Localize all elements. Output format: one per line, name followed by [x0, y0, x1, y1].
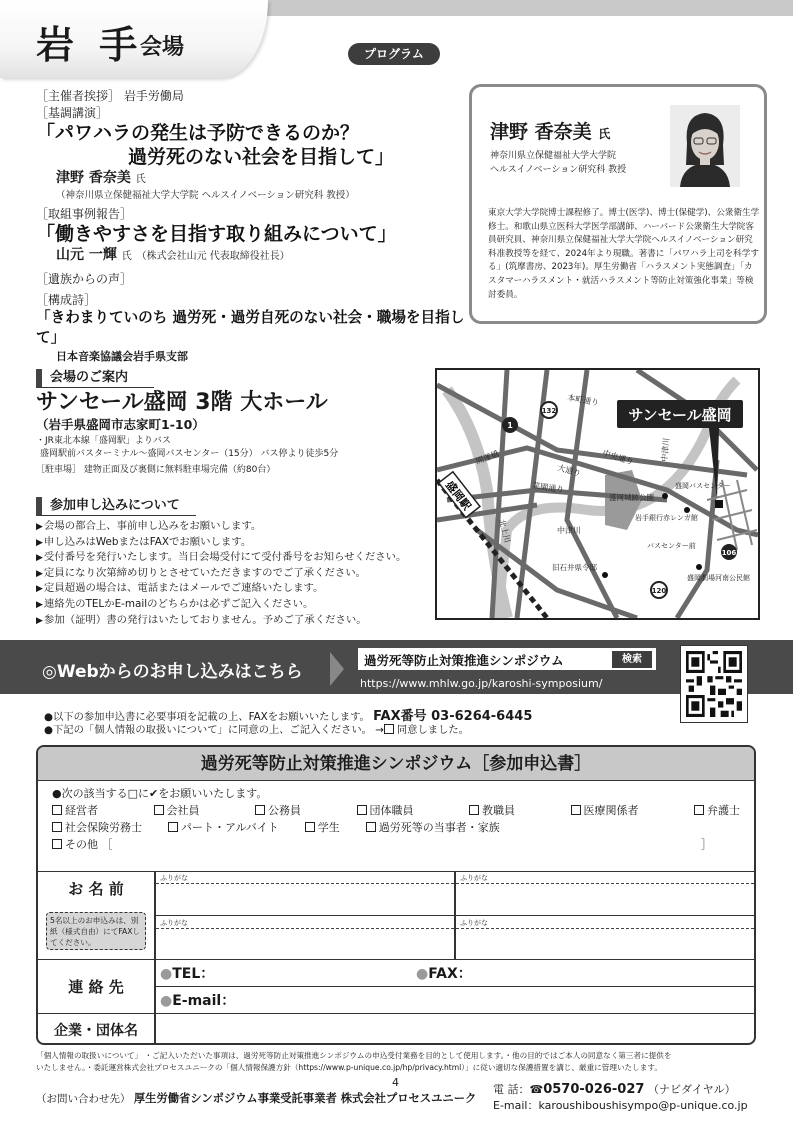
option-organization-staff[interactable] — [357, 802, 414, 819]
checkbox[interactable] — [305, 822, 315, 832]
consent-note — [44, 721, 469, 736]
email-field[interactable]: ●E-mail： — [160, 993, 236, 1009]
apply-item: ▶ 受付番号を発行いたします。当日会場受付にて受付番号をお知らせください。 — [36, 550, 436, 566]
map-drawing — [437, 370, 758, 618]
contact-label: 連 絡 先 — [68, 978, 124, 996]
label-kitakami-river: 北上川 — [497, 518, 512, 544]
privacy-line-2: いたしません。・委託運営株式会社プロセスユニークの「個人情報保護方針（https://www.p-unique.co.jp/hp/privacy.html）」に従い適切な保護措置を講じ、厳重に管理いたします。 — [36, 1063, 662, 1072]
keynote-title-line1: 「パワハラの発生は予防できるのか？ — [36, 122, 360, 144]
checkbox[interactable] — [469, 805, 479, 815]
program-badge: プログラム — [348, 43, 440, 65]
other-bracket-close: ］ — [701, 838, 712, 851]
label-castle-park: 盛岡城跡公園 — [609, 493, 654, 502]
svg-text:132: 132 — [541, 407, 557, 415]
program-section — [36, 89, 466, 366]
keynote-speaker — [56, 169, 466, 189]
label-bus-stop: バスセンター前 — [647, 542, 696, 550]
qr-code-icon — [686, 651, 742, 717]
label-kenreisho: 旧石井県令邸 — [552, 563, 597, 572]
apply-list — [36, 519, 436, 628]
profile-affiliation-2: ヘルスイノベーション研究科 教授 — [490, 165, 627, 175]
case-tag: ［取組事例報告］ — [36, 207, 133, 221]
label-honcho: 本町通り — [566, 393, 600, 408]
company-row — [38, 1013, 754, 1043]
checkbox[interactable] — [255, 805, 265, 815]
name-input-3[interactable] — [156, 929, 454, 959]
poem-tag: ［構成詩］ — [36, 293, 97, 307]
checkbox[interactable] — [52, 822, 62, 832]
apply-section — [36, 497, 436, 628]
company-label: 企業・団体名 — [54, 1023, 138, 1039]
option-employee[interactable] — [154, 802, 200, 819]
tel-field[interactable]: ●TEL： — [160, 966, 215, 982]
application-form — [36, 745, 756, 1045]
label-chuo: 中央通り — [601, 448, 635, 467]
poem-performer: 日本音楽協議会岩手県支部 — [56, 350, 188, 363]
venue-section-title: 会場のご案内 — [36, 369, 154, 388]
option-label: 弁護士 — [707, 804, 740, 817]
option-labor-consultant[interactable] — [52, 819, 142, 836]
case-speaker-name: 山元 一輝 — [56, 247, 117, 263]
options-row-2 — [52, 819, 740, 836]
fax-label: FAX： — [428, 966, 472, 982]
option-label: その他 ［ — [65, 838, 113, 851]
checkbox[interactable] — [52, 805, 62, 815]
form-instruction: ●次の該当する□に✔をお願いいたします。 — [52, 787, 268, 800]
svg-text:盛岡駅: 盛岡駅 — [442, 478, 474, 513]
family-tag: ［遺族からの声］ — [36, 272, 133, 286]
options-row-1 — [52, 802, 740, 819]
apply-item: ▶ 申し込みはWebまたはFAXでお願いします。 — [36, 535, 436, 551]
label-kaiun-bridge: 開運橋 — [474, 449, 501, 466]
checkbox[interactable] — [366, 822, 376, 832]
furigana-label: ふりがな — [160, 919, 188, 927]
privacy-notice — [36, 1050, 760, 1074]
search-button[interactable]: 検索 — [612, 651, 652, 668]
option-affected-party[interactable] — [366, 819, 500, 836]
name-label: お 名 前 — [68, 880, 124, 898]
company-input[interactable] — [156, 1014, 754, 1044]
inquiry-phone — [493, 1081, 736, 1097]
profile-suffix: 氏 — [598, 127, 611, 141]
tel-label: TEL： — [172, 966, 215, 982]
option-label: 医療関係者 — [583, 804, 639, 817]
checkbox[interactable] — [154, 805, 164, 815]
option-part-time[interactable] — [168, 819, 279, 836]
fax-number: FAX番号 03-6264-6445 — [373, 709, 533, 724]
profile-name — [490, 117, 610, 144]
label-bus-center: 盛岡バスセンター — [675, 482, 731, 490]
apply-item: ▶ 定員超過の場合は、電話またはメールでご連絡いたします。 — [36, 581, 436, 597]
venue-address: （岩手県盛岡市志家町1-10） — [36, 417, 205, 432]
consent-checkbox-label: 同意しました。 — [396, 724, 469, 736]
option-teacher[interactable] — [469, 802, 515, 819]
furigana-label: ふりがな — [460, 874, 488, 882]
case-speaker — [56, 246, 466, 266]
group-note: 5名以上のお申込みは、別紙（様式自由）にてFAXしてください。 — [46, 912, 146, 950]
web-application-label[interactable]: ◎Webからのお申し込みはこちら — [42, 662, 303, 682]
checkbox[interactable] — [168, 822, 178, 832]
option-label: パート・アルバイト — [181, 821, 279, 834]
speaker-portrait-photo — [670, 105, 740, 187]
navi-dial-icon: ☎ — [529, 1083, 544, 1096]
inquiry-email — [493, 1097, 748, 1113]
option-label: 教職員 — [482, 804, 515, 817]
option-label: 団体職員 — [369, 804, 414, 817]
qr-code[interactable] — [680, 645, 748, 723]
checkbox[interactable] — [357, 805, 367, 815]
option-other[interactable] — [52, 836, 113, 853]
page-subtitle: 会場 — [140, 35, 185, 60]
apply-item: ▶ 会場の都合上、事前申し込みをお願いします。 — [36, 519, 436, 535]
label-nakatsu-river: 中津川 — [557, 526, 581, 535]
option-label: 社会保険労務士 — [65, 821, 142, 834]
privacy-line-1: 「個人情報の取扱いについて」 ・ご記入いただいた事項は、過労死等防止対策推進シンポジウムの申込受付業務を目的として使用します。・他の目的ではご本人の同意なく第三者に提供を — [36, 1051, 672, 1060]
speaker-profile-card — [469, 84, 767, 324]
venue-access-2: 盛岡駅前バスターミナル～盛岡バスセンター（15分） バス停より徒歩5分 — [40, 449, 339, 459]
label-theater: 盛岡劇場河南公民館 — [687, 574, 750, 582]
label-odori: 大通り — [556, 463, 582, 479]
phone-label: 電 話： — [493, 1083, 530, 1096]
svg-text:1: 1 — [507, 421, 513, 430]
option-lawyer[interactable] — [694, 802, 740, 819]
label-saien: 菜園通り — [531, 481, 565, 495]
apply-item: ▶ 定員になり次第締め切りとさせていただきますのでご了承ください。 — [36, 566, 436, 582]
profile-affiliation-1: 神奈川県立保健福祉大学大学院 — [490, 151, 617, 161]
venue-section — [36, 369, 431, 477]
consent-note-text: ●下記の「個人情報の取扱いについて」に同意の上、ご記入ください。 → — [44, 724, 384, 736]
fax-field[interactable]: ●FAX： — [416, 966, 472, 982]
label-bank: 岩手銀行赤レンガ館 — [635, 514, 698, 522]
apply-section-title: 参加申し込みについて — [36, 497, 196, 516]
furigana-label: ふりがな — [460, 919, 488, 927]
name-input-1[interactable] — [156, 884, 454, 914]
checkbox[interactable] — [571, 805, 581, 815]
options-row-3 — [52, 836, 740, 853]
case-title: 「働きやすさを目指す取り組みについて」 — [36, 223, 397, 245]
page-title: 岩 手 — [36, 23, 144, 67]
furigana-label: ふりがな — [160, 874, 188, 882]
host-tag: ［主催者挨拶］ 岩手労働局 — [36, 89, 184, 103]
arrow-right-icon — [330, 652, 344, 686]
poem-title: 「きわまりていのち 過労死・過労自死のない社会・職場を目指して」 — [36, 309, 465, 346]
email-label: E-mail： — [172, 993, 236, 1009]
name-input-4[interactable] — [456, 929, 754, 959]
contact-row — [38, 959, 754, 1013]
case-speaker-suffix: 氏 — [121, 251, 132, 262]
occupation-options — [38, 781, 754, 853]
checkbox[interactable] — [694, 805, 704, 815]
option-label: 学生 — [317, 821, 340, 834]
inquiry-prefix: （お問い合わせ先） — [36, 1093, 131, 1105]
fax-note-text: ●以下の参加申込書に必要事項を記載の上、FAXをお願いいたします。 — [44, 711, 370, 723]
phone-number[interactable]: 0570-026-027 — [543, 1082, 645, 1097]
svg-text:120: 120 — [651, 587, 667, 595]
page-number: 4 — [392, 1076, 399, 1089]
form-title: 過労死等防止対策推進シンポジウム［参加申込書］ — [38, 747, 754, 781]
profile-affiliation — [490, 149, 626, 177]
inquiry — [36, 1090, 476, 1106]
option-medical[interactable] — [571, 802, 639, 819]
keynote-speaker-name: 津野 香奈美 — [56, 170, 131, 186]
keynote-speaker-suffix: 氏 — [135, 174, 146, 185]
option-civil-servant[interactable] — [255, 802, 301, 819]
keynote-title-line2: 過労死のない社会を目指して」 — [128, 146, 395, 168]
search-query-text[interactable]: 過労死等防止対策推進シンポジウム — [364, 653, 564, 668]
keynote-affiliation: （神奈川県立保健福祉大学大学院 ヘルスイノベーション研究科 教授） — [56, 190, 355, 201]
phone-note: （ナビダイヤル） — [647, 1083, 736, 1096]
label-nakatsu-river-2: 中津川 — [660, 437, 672, 463]
checkbox[interactable] — [52, 839, 62, 849]
venue-callout-label: サンセール盛岡 — [628, 406, 732, 424]
web-url-link[interactable]: https://www.mhlw.go.jp/karoshi-symposium/ — [360, 677, 603, 690]
case-affiliation: （株式会社山元 代表取締役社長） — [136, 251, 290, 262]
email-link[interactable]: karoushiboushisympo@p-unique.co.jp — [538, 1099, 748, 1112]
apply-item: ▶ 連絡先のTELかE-mailのどちらかは必ずご記入ください。 — [36, 597, 436, 613]
name-row — [38, 871, 754, 959]
option-label: 経営者 — [65, 804, 98, 817]
venue-access-1: ・JR東北本線「盛岡駅」よりバス — [36, 436, 171, 446]
inquiry-org: 厚生労働省シンポジウム事業受託事業者 株式会社プロセスユニーク — [133, 1092, 477, 1105]
option-label: 公務員 — [268, 804, 301, 817]
venue-name: サンセール盛岡 3階 大ホール — [36, 390, 328, 415]
option-student[interactable] — [305, 819, 340, 836]
email-label: E-mail： — [493, 1099, 539, 1112]
consent-checkbox[interactable] — [384, 724, 394, 734]
apply-item: ▶ 参加（証明）書の発行はいたしておりません。予めご了承ください。 — [36, 613, 436, 629]
venue-map — [435, 368, 760, 620]
option-label: 過労死等の当事者・家族 — [378, 821, 500, 834]
venue-parking: ［駐車場］ 建物正面及び裏側に無料駐車場完備（約80台） — [36, 465, 276, 475]
svg-text:106: 106 — [721, 549, 737, 557]
venue-marker — [715, 500, 723, 508]
option-label: 会社員 — [166, 804, 200, 817]
profile-name-text: 津野 香奈美 — [490, 121, 592, 143]
option-executive[interactable] — [52, 802, 98, 819]
name-input-2[interactable] — [456, 884, 754, 914]
profile-bio: 東京大学大学院博士課程修了。博士(医学)、博士(保健学)、公衆衛生学修士。和歌山県立医科大学医学部講師、ハーバード公衆衛生大学院客員研究員、神奈川県立保健福祉大学大学院ヘルスイノベーション研究科准教授等を経て、2024年より現職。著書に「パワハラ上司を科学する」(筑摩書房、2023年)。厚生労働省「ハラスメント実態調査」「カスタマーハラスメント・就活ハラスメント等防止対策強化事業」等検討委員。 — [488, 208, 760, 300]
keynote-tag: ［基調講演］ — [36, 106, 109, 120]
